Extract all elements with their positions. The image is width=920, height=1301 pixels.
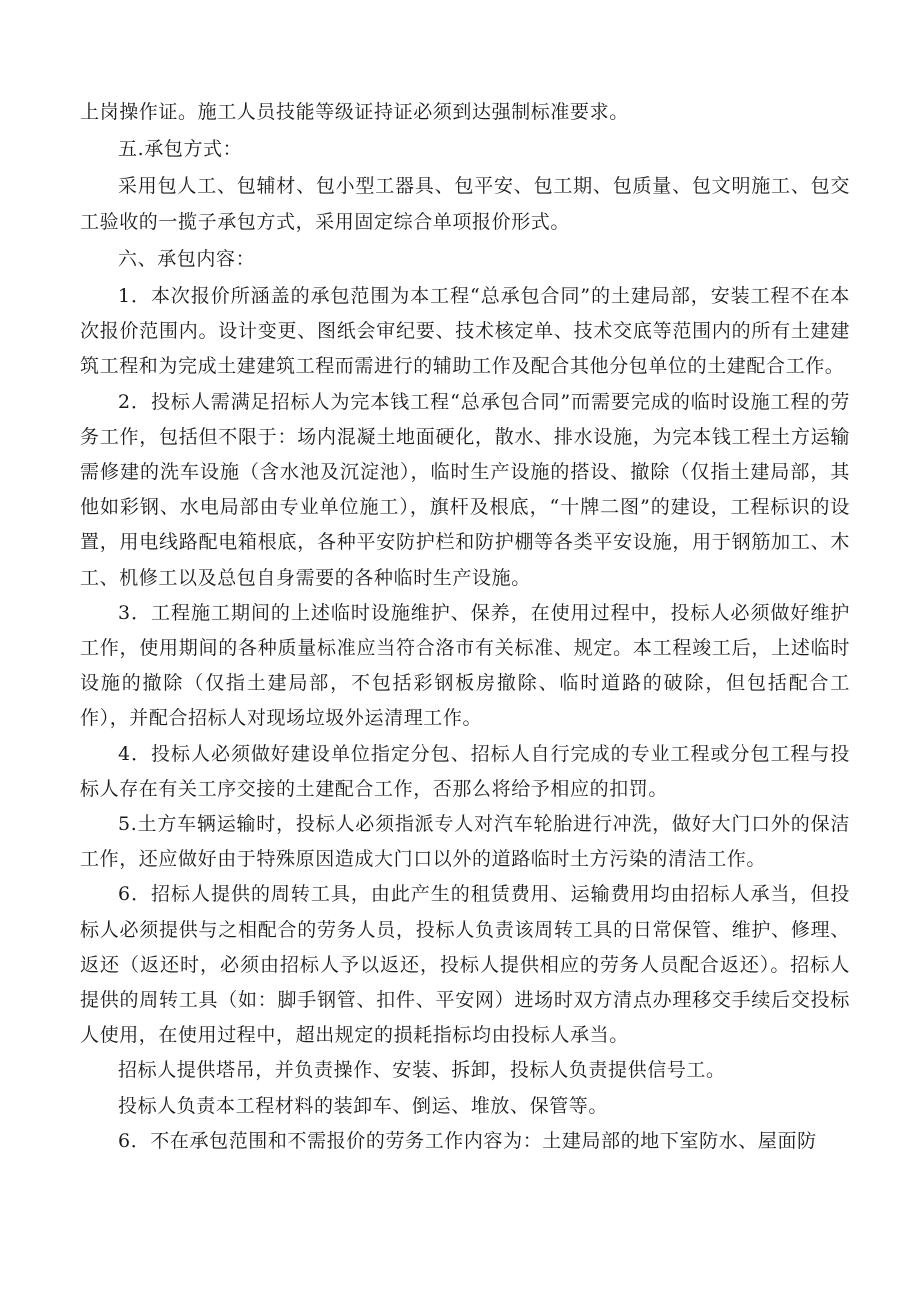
paragraph-item-3: 3．工程施工期间的上述临时设施维护、保养，在使用过程中，投标人必须做好维护工作，使用期间的各种质量标准应当符合洛市有关标准、规定。本工程竣工后，上述临时设施的撤除（仅指土建局部，不包括彩钢板房撤除、临时道路的破除，但包括配合工作），并配合招标人对现场垃圾外运清理工作。 — [80, 601, 850, 730]
paragraph-item-6: 6．招标人提供的周转工具，由此产生的租赁费用、运输费用均由招标人承当，但投标人必须提供与之相配合的劳务人员，投标人负责该周转工具的日常保管、维护、修理、返还（返还时，必须由招标人予以返还，投标人提供相应的劳务人员配合返还）。招标人提供的周转工具（如：脚手钢管、扣件、平安网）进场时双方清点办理移交手续后交投标人使用，在使用过程中，超出规定的损耗指标均由投标人承当。 — [80, 883, 850, 1047]
paragraph-materials: 投标人负责本工程材料的装卸车、倒运、堆放、保管等。 — [118, 1094, 609, 1117]
paragraph-contract-method: 采用包人工、包辅材、包小型工器具、包平安、包工期、包质量、包文明施工、包交工验收的一揽子承包方式，采用固定综合单项报价形式。 — [80, 175, 850, 233]
document-body — [80, 95, 850, 1159]
paragraph-item-4: 4．投标人必须做好建设单位指定分包、招标人自行完成的专业工程或分包工程与投标人存在有关工序交接的土建配合工作，否那么将给予相应的扣罚。 — [80, 742, 850, 800]
paragraph-continuation: 上岗操作证。施工人员技能等级证持证必须到达强制标准要求。 — [80, 101, 629, 123]
paragraph-item-2: 2．投标人需满足招标人为完本钱工程“总承包合同”而需要完成的临时设施工程的劳务工作，包括但不限于：场内混凝土地面硬化，散水、排水设施，为完本钱工程土方运输需修建的洗车设施（含水池及沉淀池），临时生产设施的搭设、撤除（仅指土建局部，其他如彩钢、水电局部由专业单位施工），旗杆及根底，“十牌二图”的建设，工程标识的设置，用电线路配电箱根底，各种平安防护栏和防护棚等各类平安设施，用于钢筋加工、木工、机修工以及总包自身需要的各种临时生产设施。 — [80, 390, 850, 589]
paragraph-item-5: 5.土方车辆运输时，投标人必须指派专人对汽车轮胎进行冲洗，做好大门口外的保洁工作，还应做好由于特殊原因造成大门口以外的道路临时土方污染的清洁工作。 — [80, 813, 850, 871]
section-heading-contract-content: 六、承包内容： — [118, 247, 256, 270]
paragraph-item-6-exclusions: 6．不在承包范围和不需报价的劳务工作内容为：土建局部的地下室防水、屋面防 — [118, 1129, 817, 1152]
section-heading-contract-method: 五.承包方式： — [118, 138, 243, 161]
paragraph-item-1: 1．本次报价所涵盖的承包范围为本工程“总承包合同”的土建局部，安装工程不在本次报价范围内。设计变更、图纸会审纪要、技术核定单、技术交底等范围内的所有土建建筑工程和为完成土建建筑工程而需进行的辅助工作及配合其他分包单位的土建配合工作。 — [80, 285, 850, 378]
paragraph-crane: 招标人提供塔吊，并负责操作、安装、拆卸，投标人负责提供信号工。 — [118, 1059, 726, 1082]
